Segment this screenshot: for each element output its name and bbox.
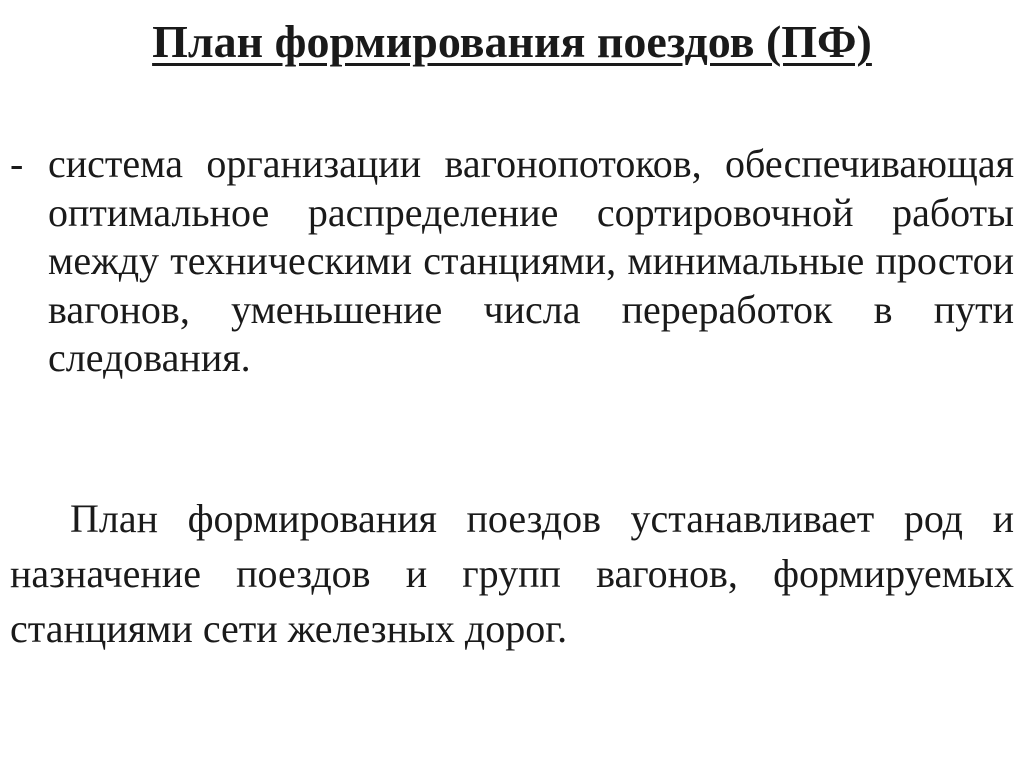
body-paragraph: План формирования поездов устанавливает род и назначение поездов и групп вагонов, формируемых станциями сети железных дорог. — [10, 496, 1014, 651]
slide-title-text: План формирования поездов (ПФ) — [152, 16, 872, 67]
bullet-dash: - — [10, 141, 24, 186]
slide-title — [0, 12, 1024, 72]
definition-text: система организации вагонопотоков, обеспечивающая оптимальное распределение сортировочной работы между техническими станциями, минимальные простои вагонов, уменьшение числа переработок в пути следования. — [48, 141, 1014, 380]
